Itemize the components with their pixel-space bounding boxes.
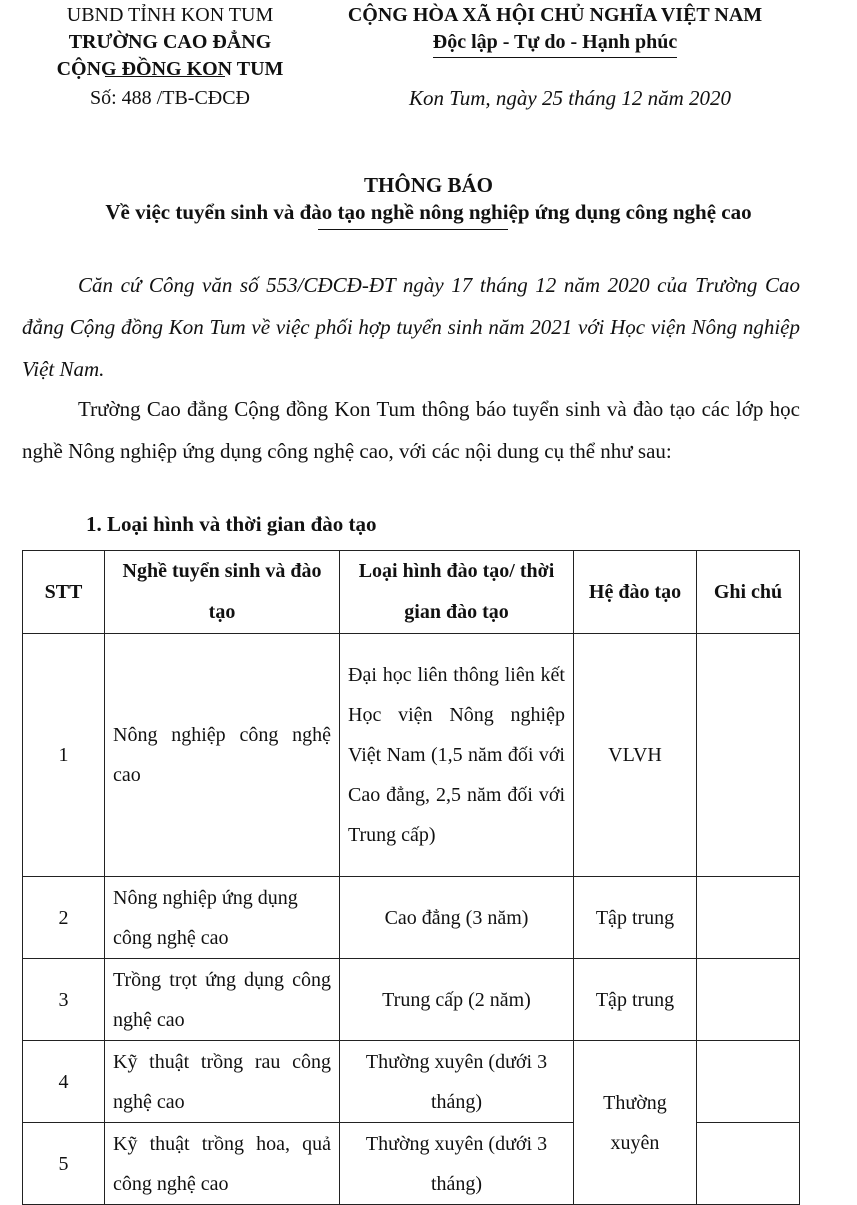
cell-stt: 4 [23,1041,105,1123]
nation-block [320,2,790,58]
cell-major: Nông nghiệp ứng dụng công nghệ cao [105,877,340,959]
nation-title: CỘNG HÒA XÃ HỘI CHỦ NGHĨA VIỆT NAM [347,4,763,26]
cell-system: Tập trung [574,877,697,959]
table-row [23,959,800,1041]
nation-motto: Độc lập - Tự do - Hạnh phúc [433,29,677,58]
cell-system: Tập trung [574,959,697,1041]
title-block [0,172,857,226]
cell-major: Kỹ thuật trồng hoa, quả công nghệ cao [105,1123,340,1205]
cell-major: Trồng trọt ứng dụng công nghệ cao [105,959,340,1041]
paragraph-announcement: Trường Cao đẳng Cộng đồng Kon Tum thông báo tuyển sinh và đào tạo các lớp học nghề Nông nghiệp ứng dụng công nghệ cao, với các nội dung cụ thể như sau: [22,397,800,463]
paragraph-legal-basis: Căn cứ Công văn số 553/CĐCĐ-ĐT ngày 17 tháng 12 năm 2020 của Trường Cao đẳng Cộng đồng Kon Tum về việc phối hợp tuyển sinh năm 2021 với Học viện Nông nghiệp Việt Nam. [22,273,800,381]
cell-stt: 3 [23,959,105,1041]
cell-major: Nông nghiệp công nghệ cao [105,634,340,877]
header-major: Nghề tuyển sinh và đào tạo [105,551,340,634]
training-table [22,550,800,1205]
cell-note [697,634,800,877]
document-number: Số: 488 /TB-CĐCĐ [89,87,251,109]
issuer-province: UBND TỈNH KON TUM [66,4,274,26]
cell-system: Thường xuyên [574,1041,697,1205]
header-note: Ghi chú [697,551,800,634]
document-subtitle: Về việc tuyển sinh và đào tạo nghề nông nghiệp ứng dụng công nghệ cao [105,200,752,224]
issuer-block [20,2,320,112]
cell-stt: 1 [23,634,105,877]
cell-note [697,1123,800,1205]
issue-date: Kon Tum, ngày 25 tháng 12 năm 2020 [408,86,731,110]
table-header-row [23,551,800,634]
document-title: THÔNG BÁO [364,173,493,197]
table-row [23,877,800,959]
table-row [23,634,800,877]
cell-note [697,1041,800,1123]
cell-type: Thường xuyên (dưới 3 tháng) [340,1123,574,1205]
cell-type: Đại học liên thông liên kết Học viện Nông nghiệp Việt Nam (1,5 năm đối với Cao đẳng, 2,5 năm đối với Trung cấp) [340,634,574,877]
cell-type: Cao đẳng (3 năm) [340,877,574,959]
section-heading-1: 1. Loại hình và thời gian đào tạo [86,512,377,536]
title-underline [318,229,508,230]
cell-type: Trung cấp (2 năm) [340,959,574,1041]
cell-type: Thường xuyên (dưới 3 tháng) [340,1041,574,1123]
issuer-school-line2: CỘNG ĐỒNG KON TUM [56,58,284,80]
cell-note [697,959,800,1041]
issuer-school-line1: TRƯỜNG CAO ĐẲNG [68,31,272,53]
cell-major: Kỹ thuật trồng rau công nghệ cao [105,1041,340,1123]
cell-note [697,877,800,959]
cell-stt: 5 [23,1123,105,1205]
cell-system: VLVH [574,634,697,877]
issuer-underline [105,76,225,77]
header-type: Loại hình đào tạo/ thời gian đào tạo [340,551,574,634]
table-row [23,1041,800,1123]
cell-stt: 2 [23,877,105,959]
header-system: Hệ đào tạo [574,551,697,634]
header-stt: STT [23,551,105,634]
